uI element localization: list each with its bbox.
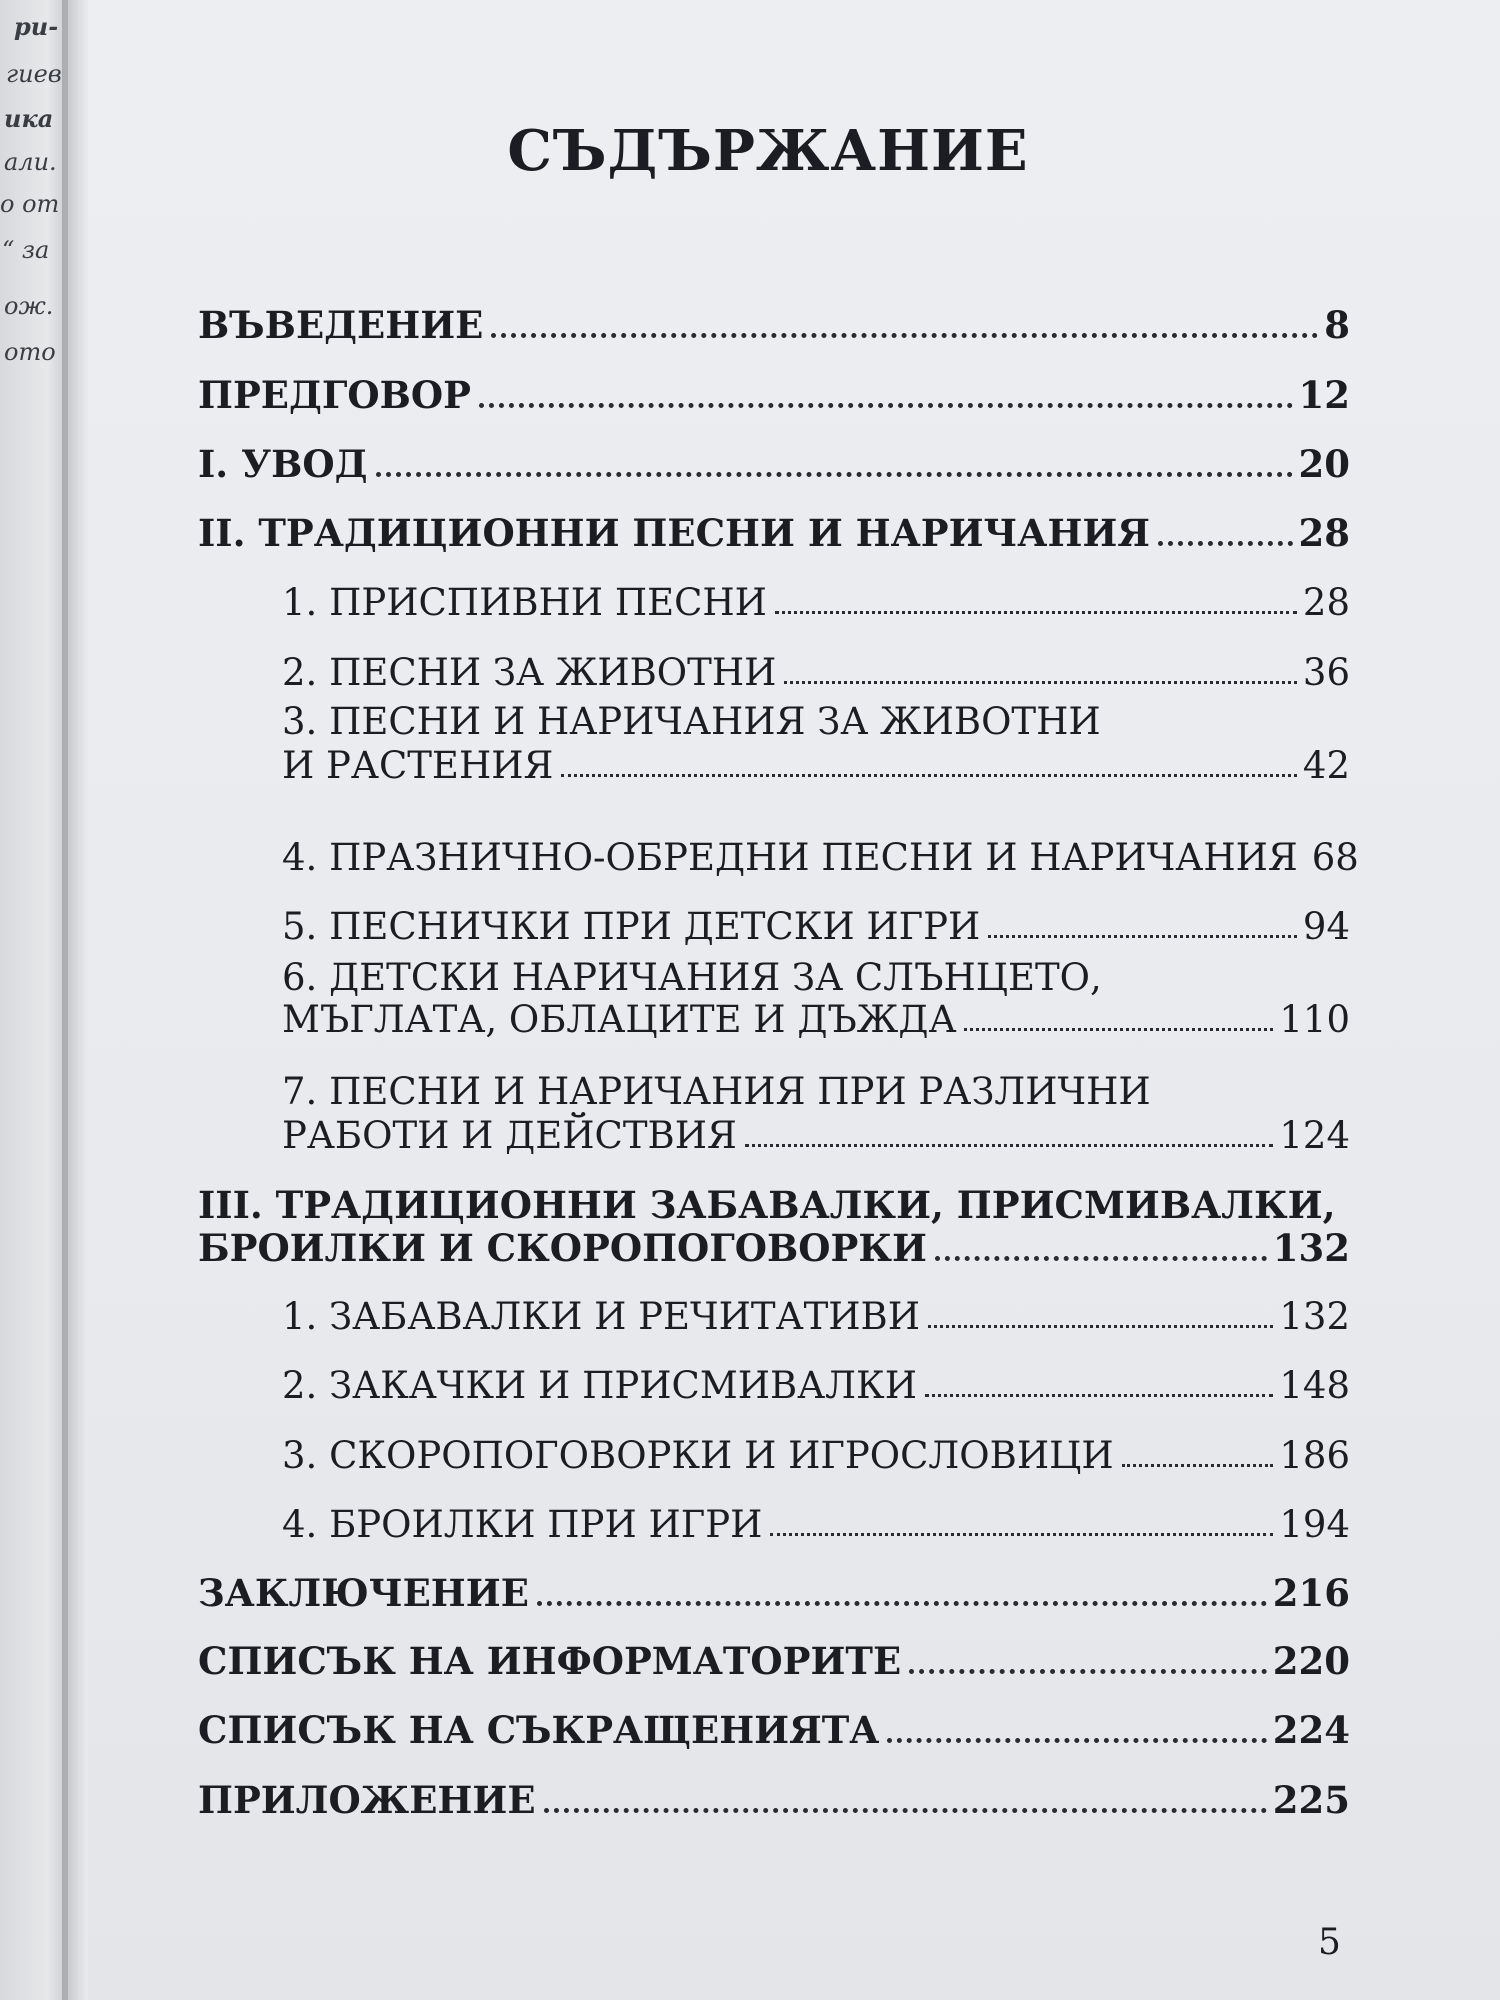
toc-entry-page: 42 [1302, 744, 1350, 787]
page-number: 5 [1318, 1922, 1341, 1963]
toc-entry-label: I. УВОД [198, 442, 368, 486]
toc-entry [282, 1431, 1350, 1477]
toc-entry-page: 68 [1311, 836, 1359, 879]
toc-entry-page: 225 [1272, 1778, 1350, 1822]
toc-entry [198, 1569, 1350, 1615]
toc-entry-label: 1. ПРИСПИВНИ ПЕСНИ [282, 581, 767, 624]
toc-entry [198, 1706, 1350, 1752]
facing-page-text: али. [4, 148, 57, 176]
toc-entry-label: БРОИЛКИ И СКОРОПОГОВОРКИ [198, 1226, 927, 1270]
toc-entry-page: 224 [1272, 1708, 1350, 1752]
dot-leader [887, 1738, 1266, 1743]
facing-page-text: о от [0, 190, 60, 218]
dot-leader [935, 1256, 1267, 1261]
dot-leader [745, 1144, 1274, 1147]
toc-entry-label: 4. ПРАЗНИЧНО-ОБРЕДНИ ПЕСНИ И НАРИЧАНИЯ [282, 836, 1298, 879]
toc-entry-page: 216 [1272, 1571, 1350, 1615]
toc-entry-page: 132 [1272, 1226, 1350, 1270]
toc-entry-page: 110 [1279, 998, 1350, 1041]
dot-leader [988, 935, 1297, 938]
dot-leader [909, 1669, 1267, 1674]
dot-leader [925, 1394, 1273, 1397]
toc-entry-page: 36 [1302, 651, 1350, 694]
toc-entry-label: 1. ЗАБАВАЛКИ И РЕЧИТАТИВИ [282, 1295, 920, 1338]
facing-page-text: ож. [4, 292, 54, 320]
toc-entry-page: 28 [1302, 581, 1350, 624]
toc-entry-page: 124 [1279, 1114, 1350, 1157]
toc-entry [198, 509, 1350, 555]
toc-entry-page: 220 [1272, 1639, 1350, 1683]
toc-entry-page: 186 [1279, 1434, 1350, 1477]
toc-entry-label: РАБОТИ И ДЕЙСТВИЯ [282, 1114, 737, 1157]
dot-leader [775, 611, 1297, 614]
dot-leader [964, 1028, 1273, 1031]
toc-entry-page: 148 [1279, 1364, 1350, 1407]
toc-entry-label: СПИСЪК НА СЪКРАЩЕНИЯТА [198, 1708, 880, 1752]
toc-entry [282, 1361, 1350, 1407]
toc-entry [198, 1776, 1350, 1822]
toc-entry-label: 5. ПЕСНИЧКИ ПРИ ДЕТСКИ ИГРИ [282, 905, 981, 948]
toc-entry-label: МЪГЛАТА, ОБЛАЦИТЕ И ДЪЖДА [282, 998, 957, 1041]
toc-entry-label: 3. СКОРОПОГОВОРКИ И ИГРОСЛОВИЦИ [282, 1434, 1114, 1477]
toc-entry-label: СПИСЪК НА ИНФОРМАТОРИТЕ [198, 1639, 902, 1683]
toc-entry-page: 8 [1324, 303, 1350, 347]
toc-entry-label: ВЪВЕДЕНИЕ [198, 303, 484, 347]
toc-entry [282, 995, 1350, 1041]
facing-page-text: ото [4, 338, 56, 366]
toc-entry [282, 1111, 1350, 1157]
toc-entry [282, 741, 1350, 787]
dot-leader [537, 1601, 1267, 1606]
toc-entry-line: 6. ДЕТСКИ НАРИЧАНИЯ ЗА СЛЪНЦЕТО, [282, 956, 1102, 999]
toc-entry-label: И РАСТЕНИЯ [282, 744, 554, 787]
toc-entry [282, 833, 1359, 879]
toc-entry [198, 371, 1350, 417]
toc-entry-page: 132 [1279, 1295, 1350, 1338]
dot-leader [784, 681, 1297, 684]
toc-entry [198, 301, 1350, 347]
dot-leader [479, 403, 1293, 408]
toc-entry-line: III. ТРАДИЦИОННИ ЗАБАВАЛКИ, ПРИСМИВАЛКИ, [198, 1183, 1336, 1227]
facing-page-text: “ за [2, 236, 50, 264]
toc-entry-label: 4. БРОИЛКИ ПРИ ИГРИ [282, 1503, 763, 1546]
toc-entry [198, 1224, 1350, 1270]
toc-entry [198, 440, 1350, 486]
toc-entry [282, 1292, 1350, 1338]
toc-entry-label: II. ТРАДИЦИОННИ ПЕСНИ И НАРИЧАНИЯ [198, 511, 1150, 555]
toc-entry-label: ЗАКЛЮЧЕНИЕ [198, 1571, 529, 1615]
toc-entry-page: 194 [1279, 1503, 1350, 1546]
toc-entry-page: 28 [1298, 511, 1350, 555]
dot-leader [1158, 541, 1293, 546]
book-gutter-shadow [62, 0, 88, 2000]
toc-entry [282, 648, 1350, 694]
toc-entry-label: ПРЕДГОВОР [198, 373, 471, 417]
facing-page-text: ика [4, 104, 54, 133]
toc-entry-line: 3. ПЕСНИ И НАРИЧАНИЯ ЗА ЖИВОТНИ [282, 700, 1101, 743]
dot-leader [1122, 1464, 1274, 1467]
toc-entry-page: 20 [1298, 442, 1350, 486]
toc-entry-line: 7. ПЕСНИ И НАРИЧАНИЯ ПРИ РАЗЛИЧНИ [282, 1070, 1151, 1113]
toc-entry [198, 1637, 1350, 1683]
toc-entry-label: 2. ЗАКАЧКИ И ПРИСМИВАЛКИ [282, 1364, 917, 1407]
toc-entry-label: 2. ПЕСНИ ЗА ЖИВОТНИ [282, 651, 777, 694]
dot-leader [561, 774, 1297, 777]
dot-leader [544, 1808, 1267, 1813]
toc-entry-label: ПРИЛОЖЕНИЕ [198, 1778, 536, 1822]
toc-entry [282, 1500, 1350, 1546]
dot-leader [376, 472, 1293, 477]
dot-leader [928, 1325, 1273, 1328]
toc-entry-page: 94 [1302, 905, 1350, 948]
page-title: СЪДЪРЖАНИЕ [507, 118, 1029, 184]
toc-entry [282, 902, 1350, 948]
toc-entry [282, 578, 1350, 624]
book-page [88, 0, 1500, 2000]
facing-page-text: гиев [6, 60, 62, 88]
dot-leader [770, 1533, 1273, 1536]
facing-page-text: ри- [14, 12, 59, 41]
facing-page-edge [0, 0, 68, 2000]
toc-entry-page: 12 [1298, 373, 1350, 417]
dot-leader [491, 333, 1318, 338]
